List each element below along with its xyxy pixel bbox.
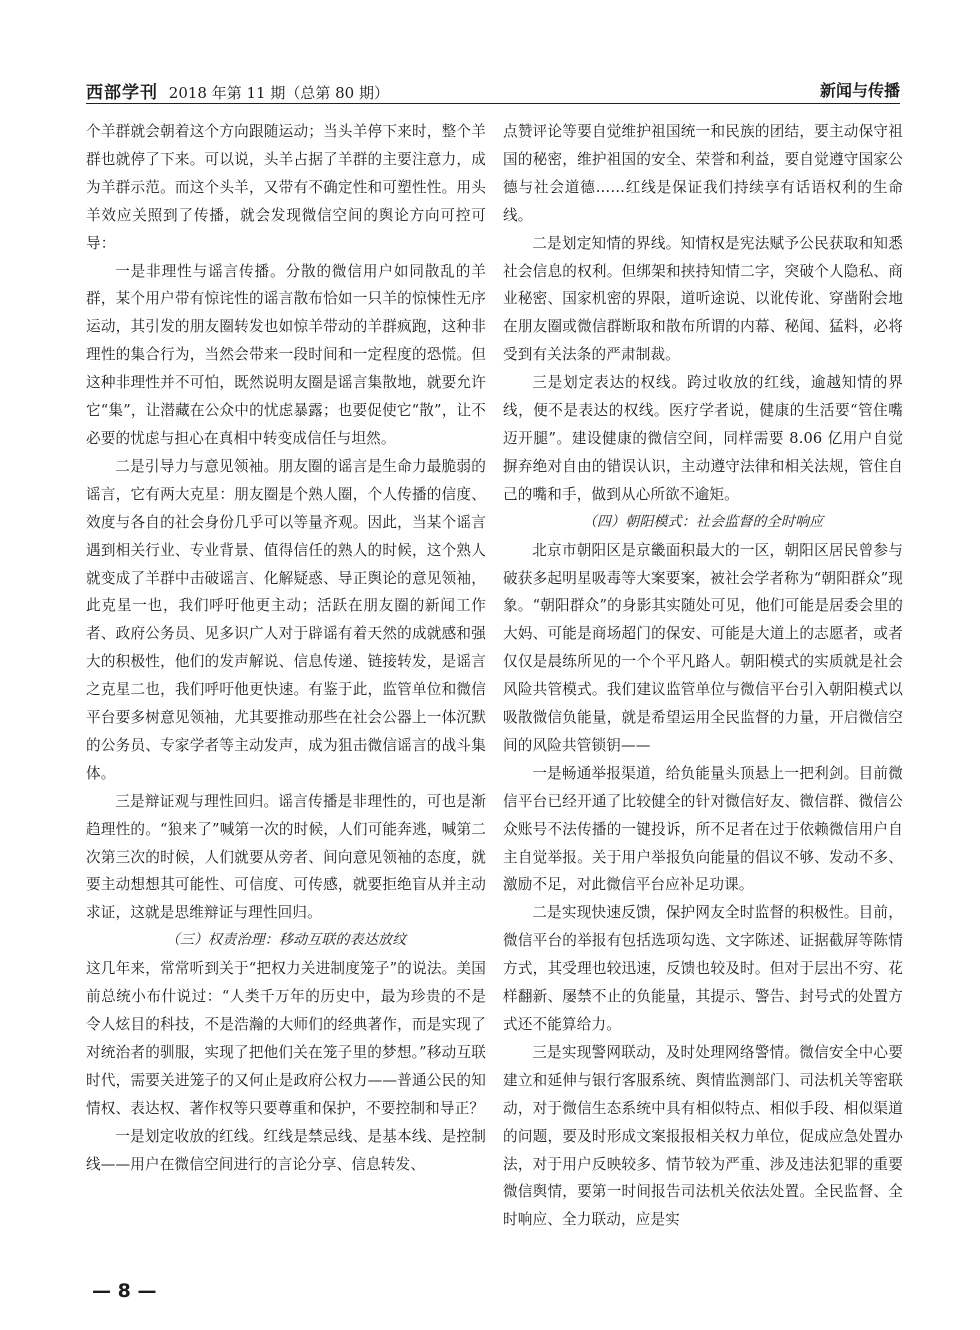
paragraph: 二是实现快速反馈，保护网友全时监督的积极性。目前，微信平台的举报有包括选项勾选、文字陈述、证据截屏等陈情方式，其受理也较迅速，反馈也较及时。但对于层出不穷、花样翻新、屡禁不止的负能量，其提示、警告、封号式的处置方式还不能算给力。 — [503, 904, 903, 1033]
running-header — [86, 72, 900, 102]
paragraph: 一是畅通举报渠道，给负能量头顶悬上一把利剑。目前微信平台已经开通了比较健全的针对微信好友、微信群、微信公众账号不法传播的一键投诉，所不足者在过于依赖微信用户自主自觉举报。关于用户举报负向能量的倡议不够、发动不多、激励不足，对此微信平台应补足功课。 — [503, 764, 903, 894]
page-number: — 8 — — [92, 1280, 157, 1302]
paragraph: 一是非理性与谣言传播。分散的微信用户如同散乱的羊群，某个用户带有惊诧性的谣言散布恰如一只羊的惊悚性无序运动，其引发的朋友圈转发也如惊羊带动的羊群疯跑，这种非理性的集合行为，当然会带来一段时间和一定程度的恐慌。但这种非理性并不可怕，既然说明友圈是谣言集散地，就要允许它“集”，让潜藏在公众中的忧虑暴露；也要促使它“散”，让不必要的忧虑与担心在真相中转变成信任与坦然。 — [86, 262, 486, 447]
paragraph: 北京市朝阳区是京畿面积最大的一区，朝阳区居民曾参与破获多起明星吸毒等大案要案，被社会学者称为“朝阳群众”现象。“朝阳群众”的身影其实随处可见，他们可能是居委会里的大妈、可能是商场超门的保安、可能是大道上的志愿者，或者仅仅是晨练所见的一个个平凡路人。朝阳模式的实质就是社会风险共管模式。我们建议监管单位与微信平台引入朝阳模式以吸散微信负能量，就是希望运用全民监督的力量，开启微信空间的风险共管锁钥—— — [503, 541, 903, 754]
header-journal-info — [86, 78, 389, 103]
issue-info: 2018 年第 11 期（总第 80 期） — [168, 84, 389, 102]
paragraph: 一是划定收放的红线。红线是禁忌线、是基本线、是控制线——用户在微信空间进行的言论分享、信息转发、 — [86, 1127, 486, 1173]
section-title: 新闻与传播 — [819, 81, 900, 100]
journal-logo: 西部学刊 — [86, 83, 158, 103]
paragraph: 这几年来，常常听到关于“把权力关进制度笼子”的说法。美国前总统小布什说过：“人类千万年的历史中，最为珍贵的不是令人炫目的科技，不是浩瀚的大师们的经典著作，而是实现了对统治者的驯服，实现了把他们关在笼子里的梦想。”移动互联时代，需要关进笼子的又何止是政府公权力——普通公民的知情权、表达权、著作权等只要尊重和保护，不要控制和导正？ — [86, 960, 486, 1117]
paragraph: 二是划定知情的界线。知情权是宪法赋予公民获取和知悉社会信息的权利。但绑架和挟持知情二字，突破个人隐私、商业秘密、国家机密的界限，道听途说、以讹传讹、穿凿附会地在朋友圈或微信群断取和散布所谓的内幕、秘闻、猛料，必将受到有关法条的严肃制裁。 — [503, 234, 903, 364]
paragraph: 三是实现警网联动，及时处理网络警情。微信安全中心要建立和延伸与银行客服系统、舆情监测部门、司法机关等密联动，对于微信生态系统中具有相似特点、相似手段、相似渠道的问题，要及时形成文案报报相关权力单位，促成应急处置办法，对于用户反映较多、情节较为严重、涉及违法犯罪的重要微信舆情，要第一时间报告司法机关依法处置。全民监督、全时响应、全力联动，应是实 — [503, 1043, 903, 1229]
section-subheading: （四）朝阳模式：社会监督的全时响应 — [582, 513, 824, 530]
left-column — [86, 118, 486, 1278]
header-rule — [86, 103, 900, 104]
paragraph: 个羊群就会朝着这个方向跟随运动；当头羊停下来时，整个羊群也就停了下来。可以说，头羊占据了羊群的主要注意力，成为羊群示范。而这个头羊，又带有不确定性和可塑性性。用头羊效应关照到了传播，就会发现微信空间的舆论方向可控可导： — [86, 123, 486, 252]
right-column — [503, 118, 903, 1278]
section-subheading: （三）权责治理：移动互联的表达放纹 — [165, 932, 407, 949]
paragraph: 二是引导力与意见领袖。朋友圈的谣言是生命力最脆弱的谣言，它有两大克星：朋友圈是个熟人圈，个人传播的信度、效度与各自的社会身份几乎可以等量齐观。因此，当某个谣言遇到相关行业、专业背景、值得信任的熟人的时候，这个熟人就变成了羊群中击破谣言、化解疑惑、导正舆论的意见领袖，此克星一也，我们呼吁他更主动；活跃在朋友圈的新闻工作者、政府公务员、见多识广人对于辟谣有着天然的成就感和强大的积极性，他们的发声解说、信息传递、链接转发，是谣言之克星二也，我们呼吁他更快速。有鉴于此，监管单位和微信平台要多树意见领袖，尤其要推动那些在社会公器上一体沉默的公务员、专家学者等主动发声，成为狙击微信谣言的战斗集体。 — [86, 457, 486, 782]
paragraph: 三是辩证观与理性回归。谣言传播是非理性的，可也是渐趋理性的。“狼来了”喊第一次的时候，人们可能奔逃，喊第二次第三次的时候，人们就要从旁者、间向意见领袖的态度，就要主动想想其可能性、可信度、可传感，就要拒绝盲从并主动求证，这就是思维辩证与理性回归。 — [86, 792, 486, 922]
paragraph: 点赞评论等要自觉维护祖国统一和民族的团结，要主动保守祖国的秘密，维护祖国的安全、荣誉和利益，要自觉遵守国家公德与社会道德……红线是保证我们持续享有话语权利的生命线。 — [503, 123, 903, 224]
paragraph: 三是划定表达的权线。跨过收放的红线，逾越知情的界线，便不是表达的权线。医疗学者说，健康的生活要“管住嘴迈开腿”。建设健康的微信空间，同样需要 8.06 亿用户自觉摒弃绝对自由的错误认识，主动遵守法律和相关法规，管住自己的嘴和手，做到从心所欲不逾矩。 — [503, 374, 903, 503]
